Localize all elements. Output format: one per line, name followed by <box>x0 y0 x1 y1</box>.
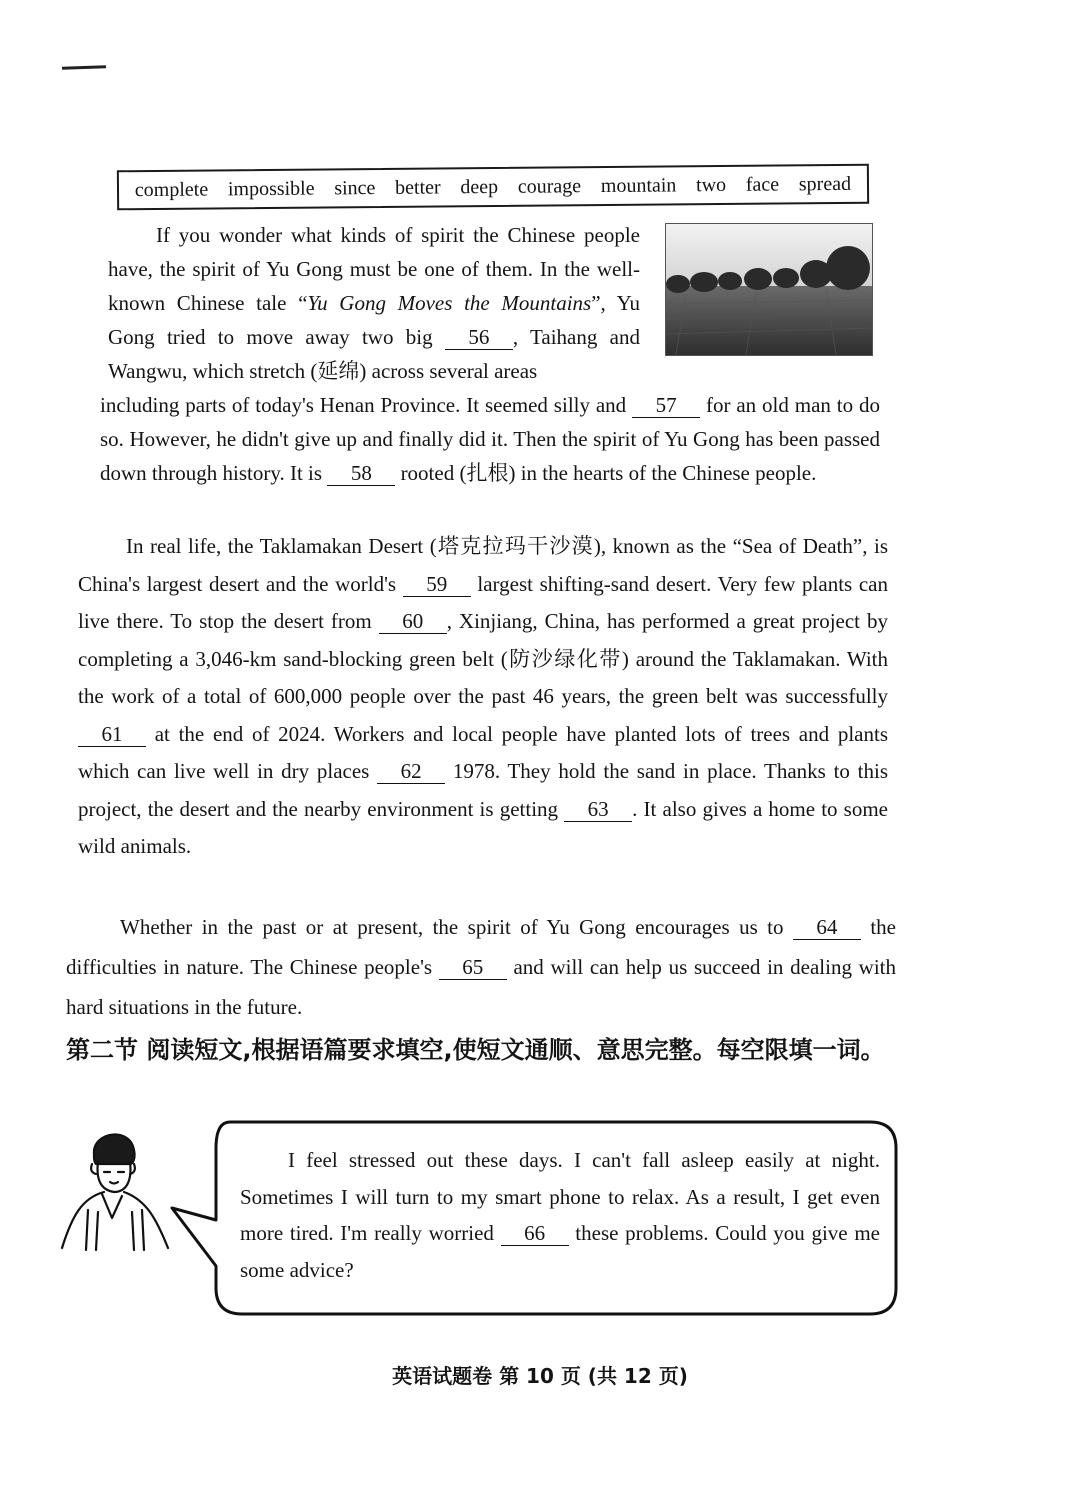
passage-text: and will can help us succeed in dealing with hard situations in the future. <box>66 955 896 1019</box>
speech-bubble-text <box>240 1142 880 1288</box>
word-bank-word: deep <box>460 175 499 198</box>
passage-text: largest shifting-sand desert. Very few plants can live there. To stop the desert from <box>78 571 888 633</box>
passage-text: including parts of today's Henan Province. It seemed silly and <box>100 393 633 417</box>
passage-text: at the end of 2024. Workers and local people have planted lots of trees and plants which can live well in dry places <box>78 721 888 783</box>
passage-paragraph-3 <box>66 907 896 1027</box>
passage-paragraph-1-continued <box>100 388 880 490</box>
passage-text: Yu Gong tried to move away two big <box>108 291 641 349</box>
word-bank-word: two <box>696 173 727 196</box>
passage-text: ”, <box>591 291 606 315</box>
answer-blank-59[interactable]: 59 <box>403 572 471 597</box>
passage-text: 1978. They hold the sand in place. Thanks to this project, the desert and the nearby environment is getting <box>78 759 888 821</box>
word-bank-word: better <box>394 175 441 199</box>
bubble-text: I feel stressed out these days. I can't fall asleep easily at night. Sometimes I will turn to my smart phone to relax. As a result, I get even more tired. I'm really worried <box>240 1148 880 1245</box>
answer-blank-56[interactable]: 56 <box>445 325 513 350</box>
passage-text: , Taihang and <box>512 325 641 349</box>
passage-text: for an old man to do so. However, he didn't give up and finally did it. Then the spirit of Yu Gong has been passed down through history. It is <box>100 393 881 485</box>
word-bank-word: complete <box>134 177 209 201</box>
word-bank-word: since <box>334 176 376 199</box>
word-bank-word: mountain <box>600 173 677 197</box>
corner-mark <box>62 65 106 70</box>
answer-blank-66[interactable]: 66 <box>501 1221 569 1246</box>
word-bank-word: courage <box>517 174 582 198</box>
bubble-text: these problems. Could you give me some advice? <box>240 1221 880 1282</box>
passage-text: have, the spirit of Yu Gong must be one of them. In the <box>108 257 590 281</box>
passage-text: , Xinjiang, China, has performed a great project by completing a 3,046-km sand-blocking green belt (防沙绿化带) around the Taklamakan. With the work of a total of 600,000 people over the past 46 years, the green belt was successfully <box>78 609 888 708</box>
word-bank-word: spread <box>798 172 852 195</box>
passage-text: In real life, the Taklamakan Desert (塔克拉玛干沙漠), known as the “Sea of Death”, is China's largest desert and the world's <box>78 534 888 596</box>
passage-paragraph-2 <box>78 528 888 866</box>
answer-blank-61[interactable]: 61 <box>78 722 146 747</box>
answer-blank-58[interactable]: 58 <box>327 461 395 486</box>
answer-blank-57[interactable]: 57 <box>632 393 700 418</box>
desert-green-belt-photo <box>665 223 873 356</box>
word-bank-word: impossible <box>227 177 315 200</box>
passage-text: Wangwu, which stretch (延绵) across several areas <box>108 359 538 383</box>
passage-text: . It also gives a home to some wild animals. <box>78 796 888 858</box>
answer-blank-65[interactable]: 65 <box>439 955 507 980</box>
word-bank-word: face <box>745 173 780 196</box>
answer-blank-60[interactable]: 60 <box>379 609 447 634</box>
tale-title: Yu Gong Moves the Mountains <box>307 291 592 315</box>
passage-text: well-known Chinese tale “ <box>108 257 640 315</box>
section-heading: 第二节 阅读短文,根据语篇要求填空,使短文通顺、意思完整。每空限填一词。 <box>66 1036 885 1064</box>
passage-paragraph-1 <box>108 218 640 388</box>
passage-text: Whether in the past or at present, the spirit of Yu Gong encourages us to <box>120 915 793 939</box>
word-bank-box <box>117 164 869 211</box>
answer-blank-63[interactable]: 63 <box>564 797 632 822</box>
page-footer: 英语试题卷 第 10 页 (共 12 页) <box>392 1364 688 1388</box>
passage-text: If you wonder what kinds of spirit the Chinese people <box>156 223 640 247</box>
answer-blank-62[interactable]: 62 <box>377 759 445 784</box>
student-illustration <box>52 1120 182 1260</box>
passage-text: the difficulties in nature. The Chinese people's <box>66 915 896 979</box>
passage-text: rooted (扎根) in the hearts of the Chinese people. <box>395 461 817 485</box>
answer-blank-64[interactable]: 64 <box>793 915 861 940</box>
